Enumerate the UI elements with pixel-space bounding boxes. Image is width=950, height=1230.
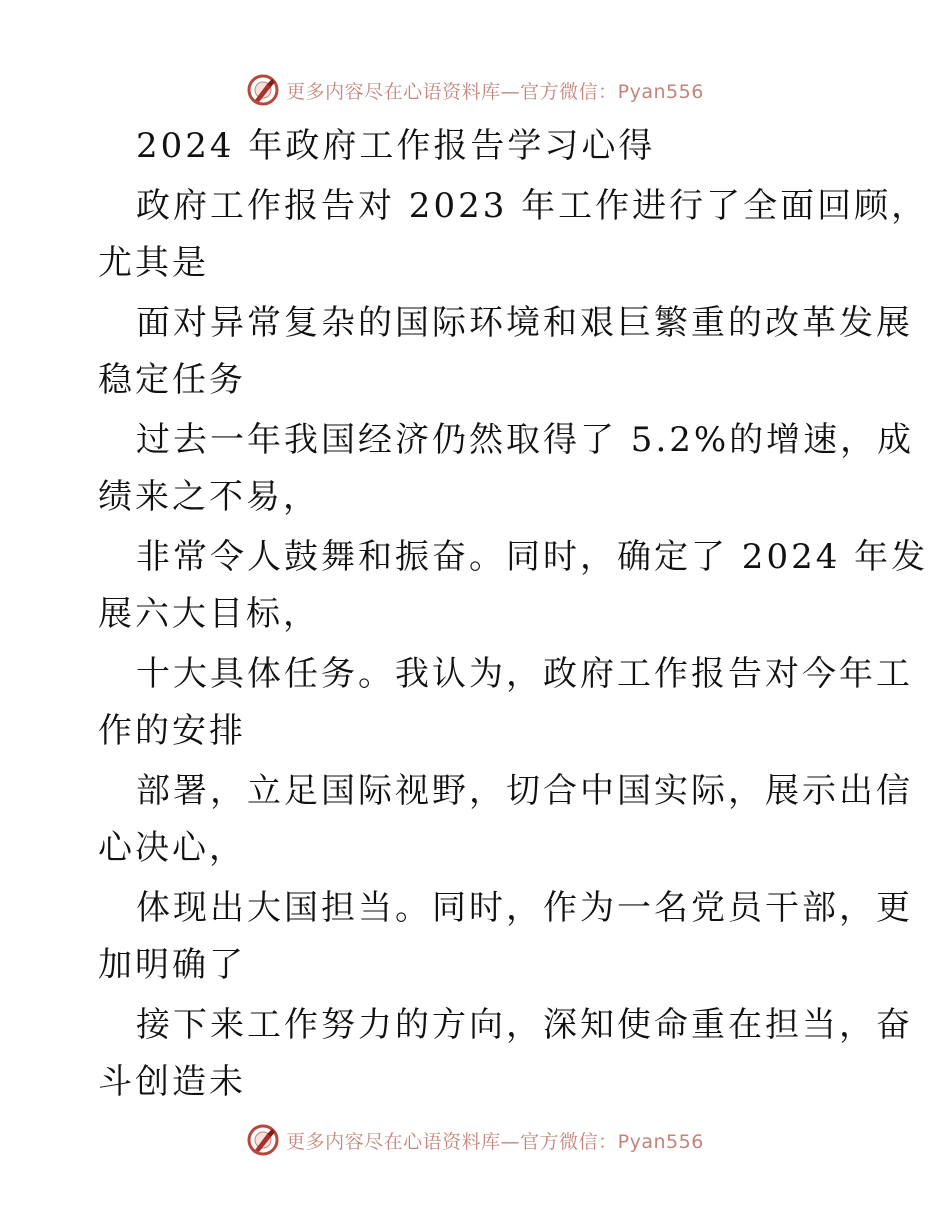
footer-watermark-banner	[0, 1120, 950, 1160]
document-line: 政府工作报告对 2023 年工作进行了全面回顾，	[136, 186, 929, 226]
document-line: 加明确了	[98, 945, 246, 985]
document-line: 稳定任务	[98, 360, 246, 400]
document-line: 心决心，	[98, 828, 246, 868]
document-line: 过去一年我国经济仍然取得了 5.2%的增速，成	[136, 420, 915, 460]
document-line: 部署，立足国际视野，切合中国实际，展示出信	[136, 771, 913, 811]
document-line: 斗创造未	[98, 1062, 246, 1102]
document-line: 尤其是	[98, 243, 209, 283]
document-line: 非常令人鼓舞和振奋。同时，确定了 2024 年发	[136, 537, 929, 577]
document-line: 绩来之不易，	[98, 477, 320, 517]
document-line: 展六大目标，	[98, 594, 320, 634]
pen-nib-logo-icon	[246, 1123, 280, 1157]
document-title: 2024 年政府工作报告学习心得	[136, 126, 656, 166]
document-line: 体现出大国担当。同时，作为一名党员干部，更	[136, 888, 913, 928]
footer-watermark-text: 更多内容尽在心语资料库—官方微信：Pyan556	[286, 1130, 704, 1153]
document-line: 十大具体任务。我认为，政府工作报告对今年工	[136, 654, 913, 694]
document-line: 作的安排	[98, 711, 246, 751]
document-line: 面对异常复杂的国际环境和艰巨繁重的改革发展	[136, 303, 913, 343]
document-line: 接下来工作努力的方向，深知使命重在担当，奋	[136, 1005, 913, 1045]
header-watermark-text: 更多内容尽在心语资料库—官方微信：Pyan556	[286, 80, 704, 103]
